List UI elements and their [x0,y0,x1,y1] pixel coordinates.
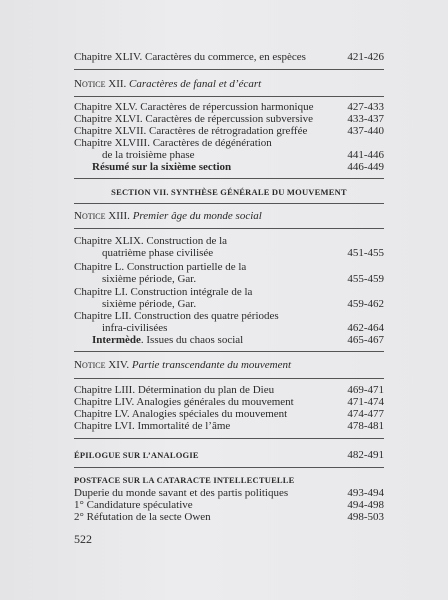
divider [74,96,384,97]
divider [74,438,384,439]
book-page: Chapitre XLIV. Caractères du commerce, en espèces 421-426 Notice XII. Caractères de fanal et d’écart Chapitre XLV. Caractères de répercussion harmonique 427-433 Chapitre XLVI. Caractères de répercussion subversive 433-437 Chapitre XLVII. Caractères de rétrogradation greffée 437-440 Chapitre XLVIII. Caractères de dégénération de la troisième phase 441-446 Résumé sur la sixième section 446-449 SECTION VII. SYNTHÈSE GÉNÉRALE DU MOUVEMENT Notice XIII. Premier âge du monde social Chapitre XLIX. Construction de la quatrième phase civilisée 451-455 Chapitre L. Construction partielle de la sixième période, Gar. 455-459 Chapitre LI. Construction intégrale de la sixième période, Gar. 459-462 Chapitre LII. Construction des quatre périodes infra-civilisées 462-464 Intermède. Issues du chaos social 465-467 Notice XIV. Partie transcendante du mouvement Chapitre LIII. Détermination du plan de Dieu 469-471 Chapitre LIV. Analogies générales du mouvement 471-474 Chapitre LV. Analogies spéciales du mouvement 474-477 Chapitre LVI. Immortalité de l’âme 478-481 ÉPILOGUE SUR L’ANALOGIE 482-491 POSTFACE SUR LA CATARACTE INTELLECTUELLE Duperie du monde savant et des partis politiques 493-494 1° Candidature spéculative 494-498 2° Réfutation de la secte Owen 498-503 522 [0,0,448,600]
page-number: 522 [74,532,92,546]
divider [74,467,384,468]
section-7-heading: SECTION VII. SYNTHÈSE GÉNÉRALE DU MOUVEMENT [111,187,347,197]
divider [74,228,384,229]
divider [74,203,384,204]
divider [74,378,384,379]
divider [74,69,384,70]
divider [74,178,384,179]
divider [74,351,384,352]
